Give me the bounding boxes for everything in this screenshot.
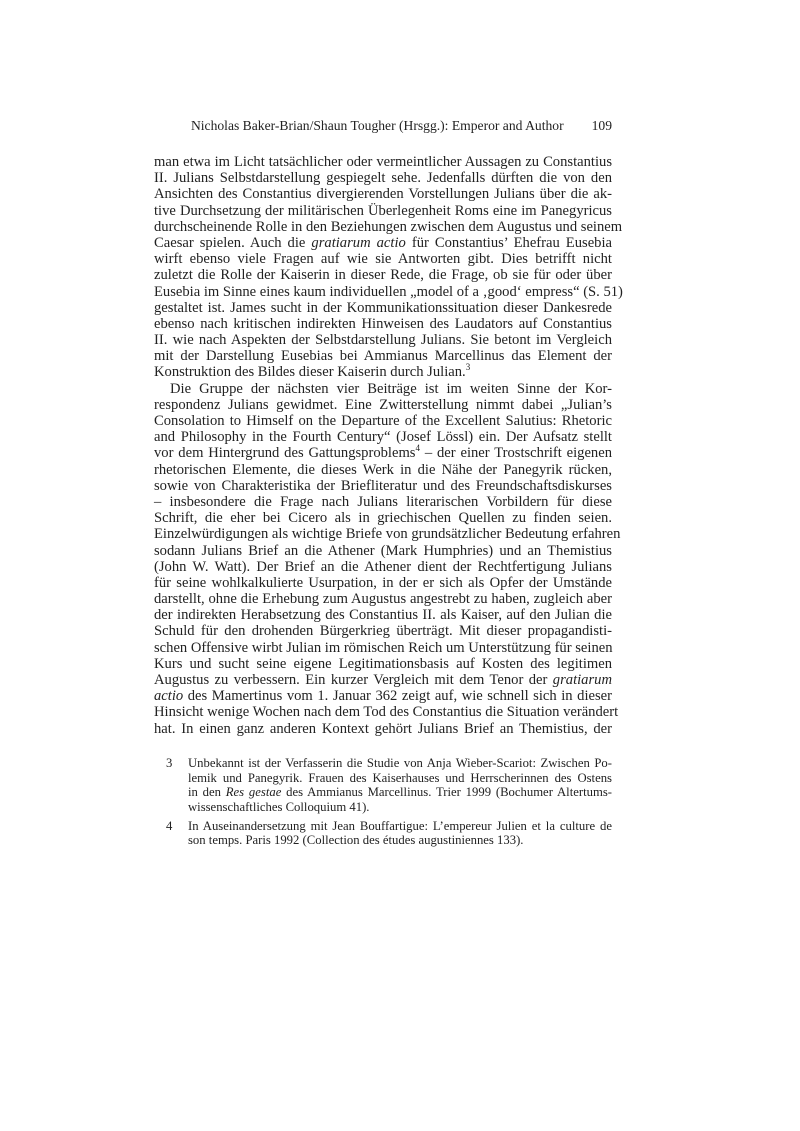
text-line — [154, 429, 612, 445]
text-run: Die Gruppe der nächsten vier Beiträge ist im weiten Sinne der Kor- — [170, 380, 612, 397]
text-run: Hinsicht wenige Wochen nach dem Tod des Constantius die Situation verändert — [154, 704, 619, 721]
text-run: respondenz Julians gewidmet. Eine Zwitterstellung nimmt dabei „Julian’s — [154, 396, 612, 413]
footnote — [166, 819, 612, 848]
text-run: Kurs und sucht seine eigene Legitimationsbasis auf Kosten des legitimen — [154, 655, 612, 672]
text-run: schen Offensive wirbt Julian im römischen Reich um Unterstützung für seinen — [154, 639, 613, 656]
text-run: durchscheinende Rolle in den Beziehungen zwischen dem Augustus und seinem — [154, 218, 623, 235]
text-run: Schrift, die eher bei Cicero als in griechischen Quellen zu finden seien. — [154, 510, 612, 527]
text-line — [154, 267, 612, 283]
footnote-number: 4 — [166, 818, 173, 833]
text-run: wissenschaftliches Colloquium 41). — [188, 800, 370, 815]
text-line — [154, 575, 612, 591]
text-run: In Auseinandersetzung mit Jean Bouffartigue: L’empereur Julien et la culture de — [188, 818, 612, 833]
text-run: Konstruktion des Bildes dieser Kaiserin durch Julian. — [154, 364, 466, 381]
text-line — [154, 364, 612, 380]
text-line — [154, 510, 612, 526]
text-run: gestaltet ist. James sucht in der Kommunikationssituation dieser Dankesrede — [154, 299, 612, 316]
text-run: man etwa im Licht tatsächlicher oder vermeintlicher Aussagen zu Constantius — [154, 154, 612, 170]
text-run: lemik und Panegyrik. Frauen des Kaiserhauses und Herrscherinnen des Ostens — [188, 770, 612, 785]
footnote-number: 3 — [166, 756, 173, 770]
text-run: sowie von Charakteristika der Briefliteratur und des Freundschaftsdiskurses — [154, 477, 612, 494]
text-run: – der einer Trostschrift eigenen — [420, 445, 613, 462]
text-line — [154, 526, 621, 543]
paragraph — [154, 154, 623, 381]
text-line — [154, 591, 612, 607]
italic-text: gratiarum actio — [311, 234, 406, 251]
text-line — [154, 251, 612, 267]
text-line — [154, 283, 623, 300]
text-line — [154, 607, 612, 623]
text-line — [154, 300, 612, 316]
text-run: II. wie nach Aspekten der Selbstdarstellung Julians. Sie betont im Vergleich — [154, 332, 612, 349]
text-run: für seine wohlkalkulierte Usurpation, in der er sich als Opfer der Umstände — [154, 574, 612, 591]
text-run: zuletzt die Rolle der Kaiserin in dieser Rede, die Frage, ob sie für oder über — [154, 267, 612, 284]
text-run: rhetorischen Elemente, die dieses Werk in die Nähe der Panegyrik rücken, — [154, 461, 612, 478]
text-line — [154, 494, 612, 510]
text-run: in den — [188, 785, 226, 800]
text-run: Schuld für den drohenden Bürgerkrieg überträgt. Mit dieser propagandisti- — [154, 623, 612, 640]
text-run: ebenso nach kritischen indirekten Hinweisen des Laudators auf Constantius — [154, 315, 612, 332]
text-line — [154, 218, 623, 235]
footnote-marker: 3 — [465, 362, 471, 373]
text-line — [154, 170, 612, 186]
text-run: Unbekannt ist der Verfasserin die Studie von Anja Wieber-Scariot: Zwischen Po- — [188, 756, 612, 770]
text-run: Ansichten des Constantius divergierenden Vorstellungen Julians über die ak- — [154, 186, 612, 203]
text-line — [154, 316, 612, 332]
text-run: darstellt, ohne die Erhebung zum Augustus angestrebt zu haben, zugleich aber — [154, 591, 612, 608]
text-run: hat. In einen ganz anderen Kontext gehört Julians Brief an Themistius, der — [154, 720, 612, 737]
text-run: vor dem Hintergrund des Gattungsproblems — [154, 445, 416, 462]
text-line — [154, 543, 612, 559]
text-run: Caesar spielen. Auch die — [154, 234, 312, 251]
text-line — [154, 235, 612, 251]
text-line — [154, 348, 612, 364]
running-title: Nicholas Baker-Brian/Shaun Tougher (Hrsgg.): Emperor and Author — [190, 118, 564, 133]
text-line — [188, 833, 612, 848]
text-line — [154, 623, 612, 639]
text-line — [188, 800, 612, 815]
text-run: mit der Darstellung Eusebias bei Ammianus Marcellinus das Element der — [154, 348, 612, 365]
text-line — [188, 756, 612, 771]
footnote-text — [188, 756, 612, 815]
text-run: des Ammianus Marcellinus. Trier 1999 (Bochumer Altertums- — [281, 785, 612, 800]
text-run: Eusebia im Sinne eines kaum individuellen „model of a ‚good‘ empress“ (S. 51) — [154, 283, 623, 300]
text-run: Augustus zu verbessern. Ein kurzer Vergleich mit dem Tenor der — [154, 672, 553, 688]
text-line — [188, 819, 612, 834]
text-line — [154, 186, 612, 202]
text-line — [154, 672, 612, 688]
text-run: (John W. Watt). Der Brief an die Athener dient der Rechtfertigung Julians — [154, 558, 612, 575]
text-line — [154, 478, 612, 494]
text-run: Einzelwürdigungen als wichtige Briefe von grundsätzlicher Bedeutung erfahren — [154, 526, 621, 543]
italic-text: Res gestae — [225, 785, 282, 800]
italic-text: gratiarum — [552, 672, 612, 688]
paragraph — [154, 380, 621, 737]
body-text — [154, 154, 623, 737]
text-run: des Mamertinus vom 1. Januar 362 zeigt auf, wie schnell sich in dieser — [183, 688, 612, 705]
text-run: II. Julians Selbstdarstellung gespiegelt sehe. Jedenfalls dürften die von den — [154, 170, 612, 187]
text-run: – insbesondere die Frage nach Julians literarischen Vorbildern für diese — [154, 493, 612, 510]
text-run: Consolation to Himself on the Departure of the Excellent Salutius: Rhetoric — [154, 413, 612, 429]
text-line — [154, 397, 612, 413]
text-run: wirft ebenso viele Fragen auf wie sie Antworten gibt. Dies betrifft nicht — [154, 251, 612, 268]
footnotes — [166, 756, 612, 852]
text-line — [154, 462, 612, 478]
text-line — [154, 203, 612, 219]
text-run: für Constantius’ Ehefrau Eusebia — [405, 234, 613, 251]
text-line — [154, 413, 612, 429]
text-run: sodann Julians Brief an die Athener (Mark Humphries) und an Themistius — [154, 542, 612, 559]
text-line — [154, 688, 612, 704]
text-line — [154, 332, 612, 348]
footnote — [166, 756, 612, 815]
text-line — [154, 154, 612, 170]
italic-text: actio — [154, 688, 184, 705]
text-line — [188, 771, 612, 786]
footnote-text — [188, 819, 612, 848]
text-line — [154, 559, 612, 575]
text-line — [154, 704, 619, 721]
text-line — [154, 445, 612, 461]
page-number: 109 — [591, 118, 612, 133]
text-run: tive Durchsetzung der militärischen Überlegenheit Roms eine im Panegyricus — [154, 202, 612, 219]
text-line — [154, 381, 612, 397]
text-run: son temps. Paris 1992 (Collection des études augustiniennes 133). — [188, 833, 524, 848]
footnote-marker: 4 — [415, 443, 420, 454]
text-line — [154, 656, 612, 672]
text-run: der indirekten Herabsetzung des Constantius II. als Kaiser, auf den Julian die — [154, 607, 612, 624]
text-line — [154, 721, 612, 737]
text-run: and Philosophy in the Fourth Century“ (Josef Lössl) ein. Der Aufsatz stellt — [154, 429, 612, 446]
running-header — [154, 118, 612, 134]
text-line — [188, 785, 612, 800]
text-line — [154, 640, 612, 656]
